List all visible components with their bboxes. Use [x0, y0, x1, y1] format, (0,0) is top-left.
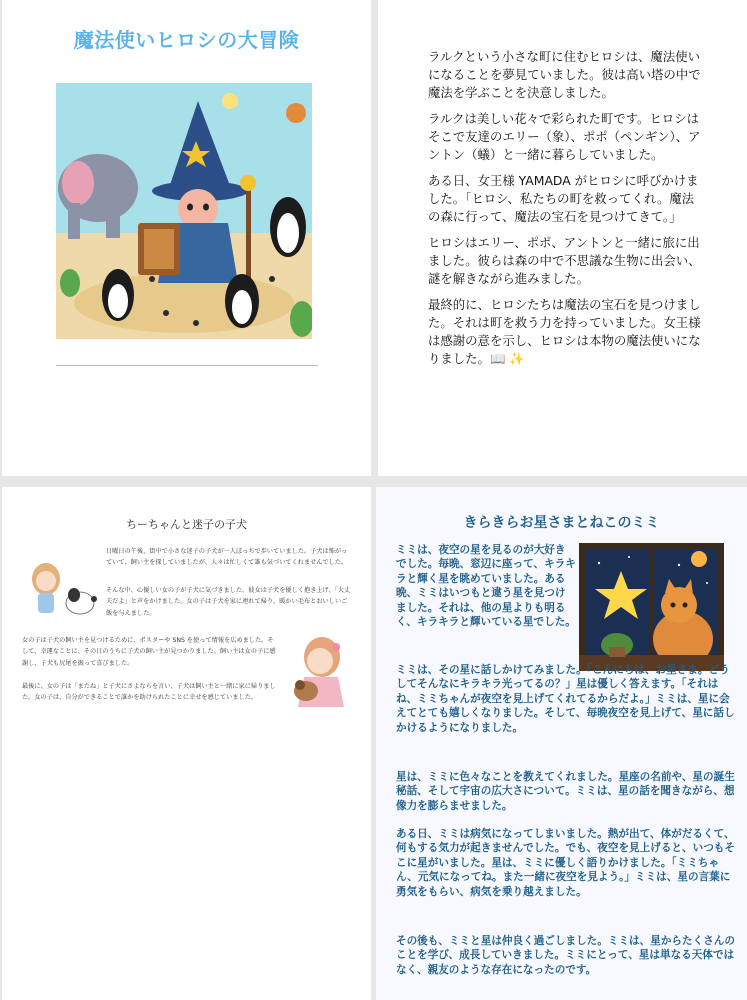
- wizard-illustration: [56, 83, 312, 339]
- page-title: きらきらお星さまとねこのミミ: [463, 515, 660, 531]
- story-paragraph: ミミは、その星に話しかけてみました。「こんにちは、お星さま。どうしてそんなにキラキラ光ってるの？」星は優しく答えます。「それはね、ミミちゃんが夜空を見上げてくれてるからだよ。」ミミは、星に会えてとても嬉しくなりました。そして、毎晩夜空を見上げて、星に話しかけるようになりました。: [396, 664, 735, 734]
- story-paragraph: 日曜日の午後、街中で小さな迷子の子犬が一人ぼっちで歩いていました。子犬は怖がっていて、飼い主を探していましたが、人々は忙しくて誰も気づいてくれませんでした。: [106, 548, 348, 567]
- story-paragraph: ラルクという小さな町に住むヒロシは、魔法使いになることを夢見ていました。彼は高い塔の中で魔法を学ぶことを決意しました。: [428, 49, 701, 100]
- story-paragraph: ヒロシはエリー、ポポ、アントンと一緒に旅に出ました。彼らは森の中で不思議な生物に出会い、謎を解きながら進みました。: [428, 235, 701, 286]
- girl-hugging-puppy-illustration: [286, 633, 352, 711]
- story-text: [428, 48, 703, 376]
- page-title: ちーちゃんと迷子の子犬: [126, 518, 247, 531]
- page-wizard-story: [378, 0, 747, 476]
- story-paragraph: そんな中、心優しい女の子が子犬に気づきました。彼女は子犬を優しく抱き上げ、「大丈夫だよ」と声をかけました。女の子は子犬を家に連れて帰り、暖かい毛布とおいしいご飯を与えました。: [106, 587, 351, 617]
- story-paragraph: ある日、ミミは病気になってしまいました。熱が出て、体がだるくて、何もする気力が起きませんでした。でも、夜空を見上げると、いつもそこに星がいました。星は、ミミに優しく語りかけました。「ミミちゃん、元気になってね。また一緒に夜空を見よう。」ミミは、星の言葉に勇気をもらい、病気を乗り越えました。: [396, 828, 735, 898]
- story-paragraph: ある日、女王様 YAMADA がヒロシに呼びかけました。「ヒロシ、私たちの町を救ってくれ。魔法の森に行って、魔法の宝石を見つけてきて。」: [428, 173, 699, 224]
- girl-with-puppy-illustration: [24, 557, 106, 621]
- story-paragraph: ラルクは美しい花々で彩られた町です。ヒロシはそこで友達のエリー（象）、ポポ（ペンギン）、アントン（蟻）と一緒に暮らしていました。: [428, 111, 701, 162]
- page-puppy-story: [2, 487, 371, 1000]
- story-paragraph: 星は、ミミに色々なことを教えてくれました。星座の名前や、星の誕生秘話、そして宇宙の広大さについて。ミミは、星の話を聞きながら、想像力を膨らませました。: [396, 771, 735, 812]
- story-paragraph: 最後に、女の子は「またね」と子犬にさよならを言い、子犬は飼い主と一緒に家に帰りました。女の子は、自分ができることで誰かを助けられたことに幸せを感じていました。: [22, 683, 276, 702]
- page-title: 魔法使いヒロシの大冒険: [73, 28, 300, 52]
- page-star-cat-story: [376, 487, 747, 1000]
- story-paragraph: 女の子は子犬の飼い主を見つけるために、ポスターや SNS を使って情報を広めました。そして、幸運なことに、その日のうちに子犬の飼い主が見つかりました。飼い主は女の子に感謝し、子犬も尻尾を振って喜びました。: [22, 637, 276, 667]
- story-paragraph: ミミは、夜空の星を見るのが大好きでした。毎晩、窓辺に座って、キラキラと輝く星を眺めていました。ある晩、ミミはいつもと違う星を見つけました。それは、他の星よりも明るく、キラキラと輝いている星でした。: [396, 544, 576, 629]
- star-and-cat-illustration: [579, 543, 724, 671]
- divider: [56, 365, 318, 366]
- story-paragraph: その後も、ミミと星は仲良く過ごしました。ミミは、星からたくさんのことを学び、成長していきました。ミミにとって、星は単なる天体ではなく、親友のような存在になったのです。: [396, 935, 735, 976]
- page-wizard-cover: [2, 0, 371, 476]
- story-paragraph: 最終的に、ヒロシたちは魔法の宝石を見つけました。それは町を救う力を持っていました。女王様は感謝の意を示し、ヒロシは本物の魔法使いになりました。📖 ✨: [428, 297, 701, 366]
